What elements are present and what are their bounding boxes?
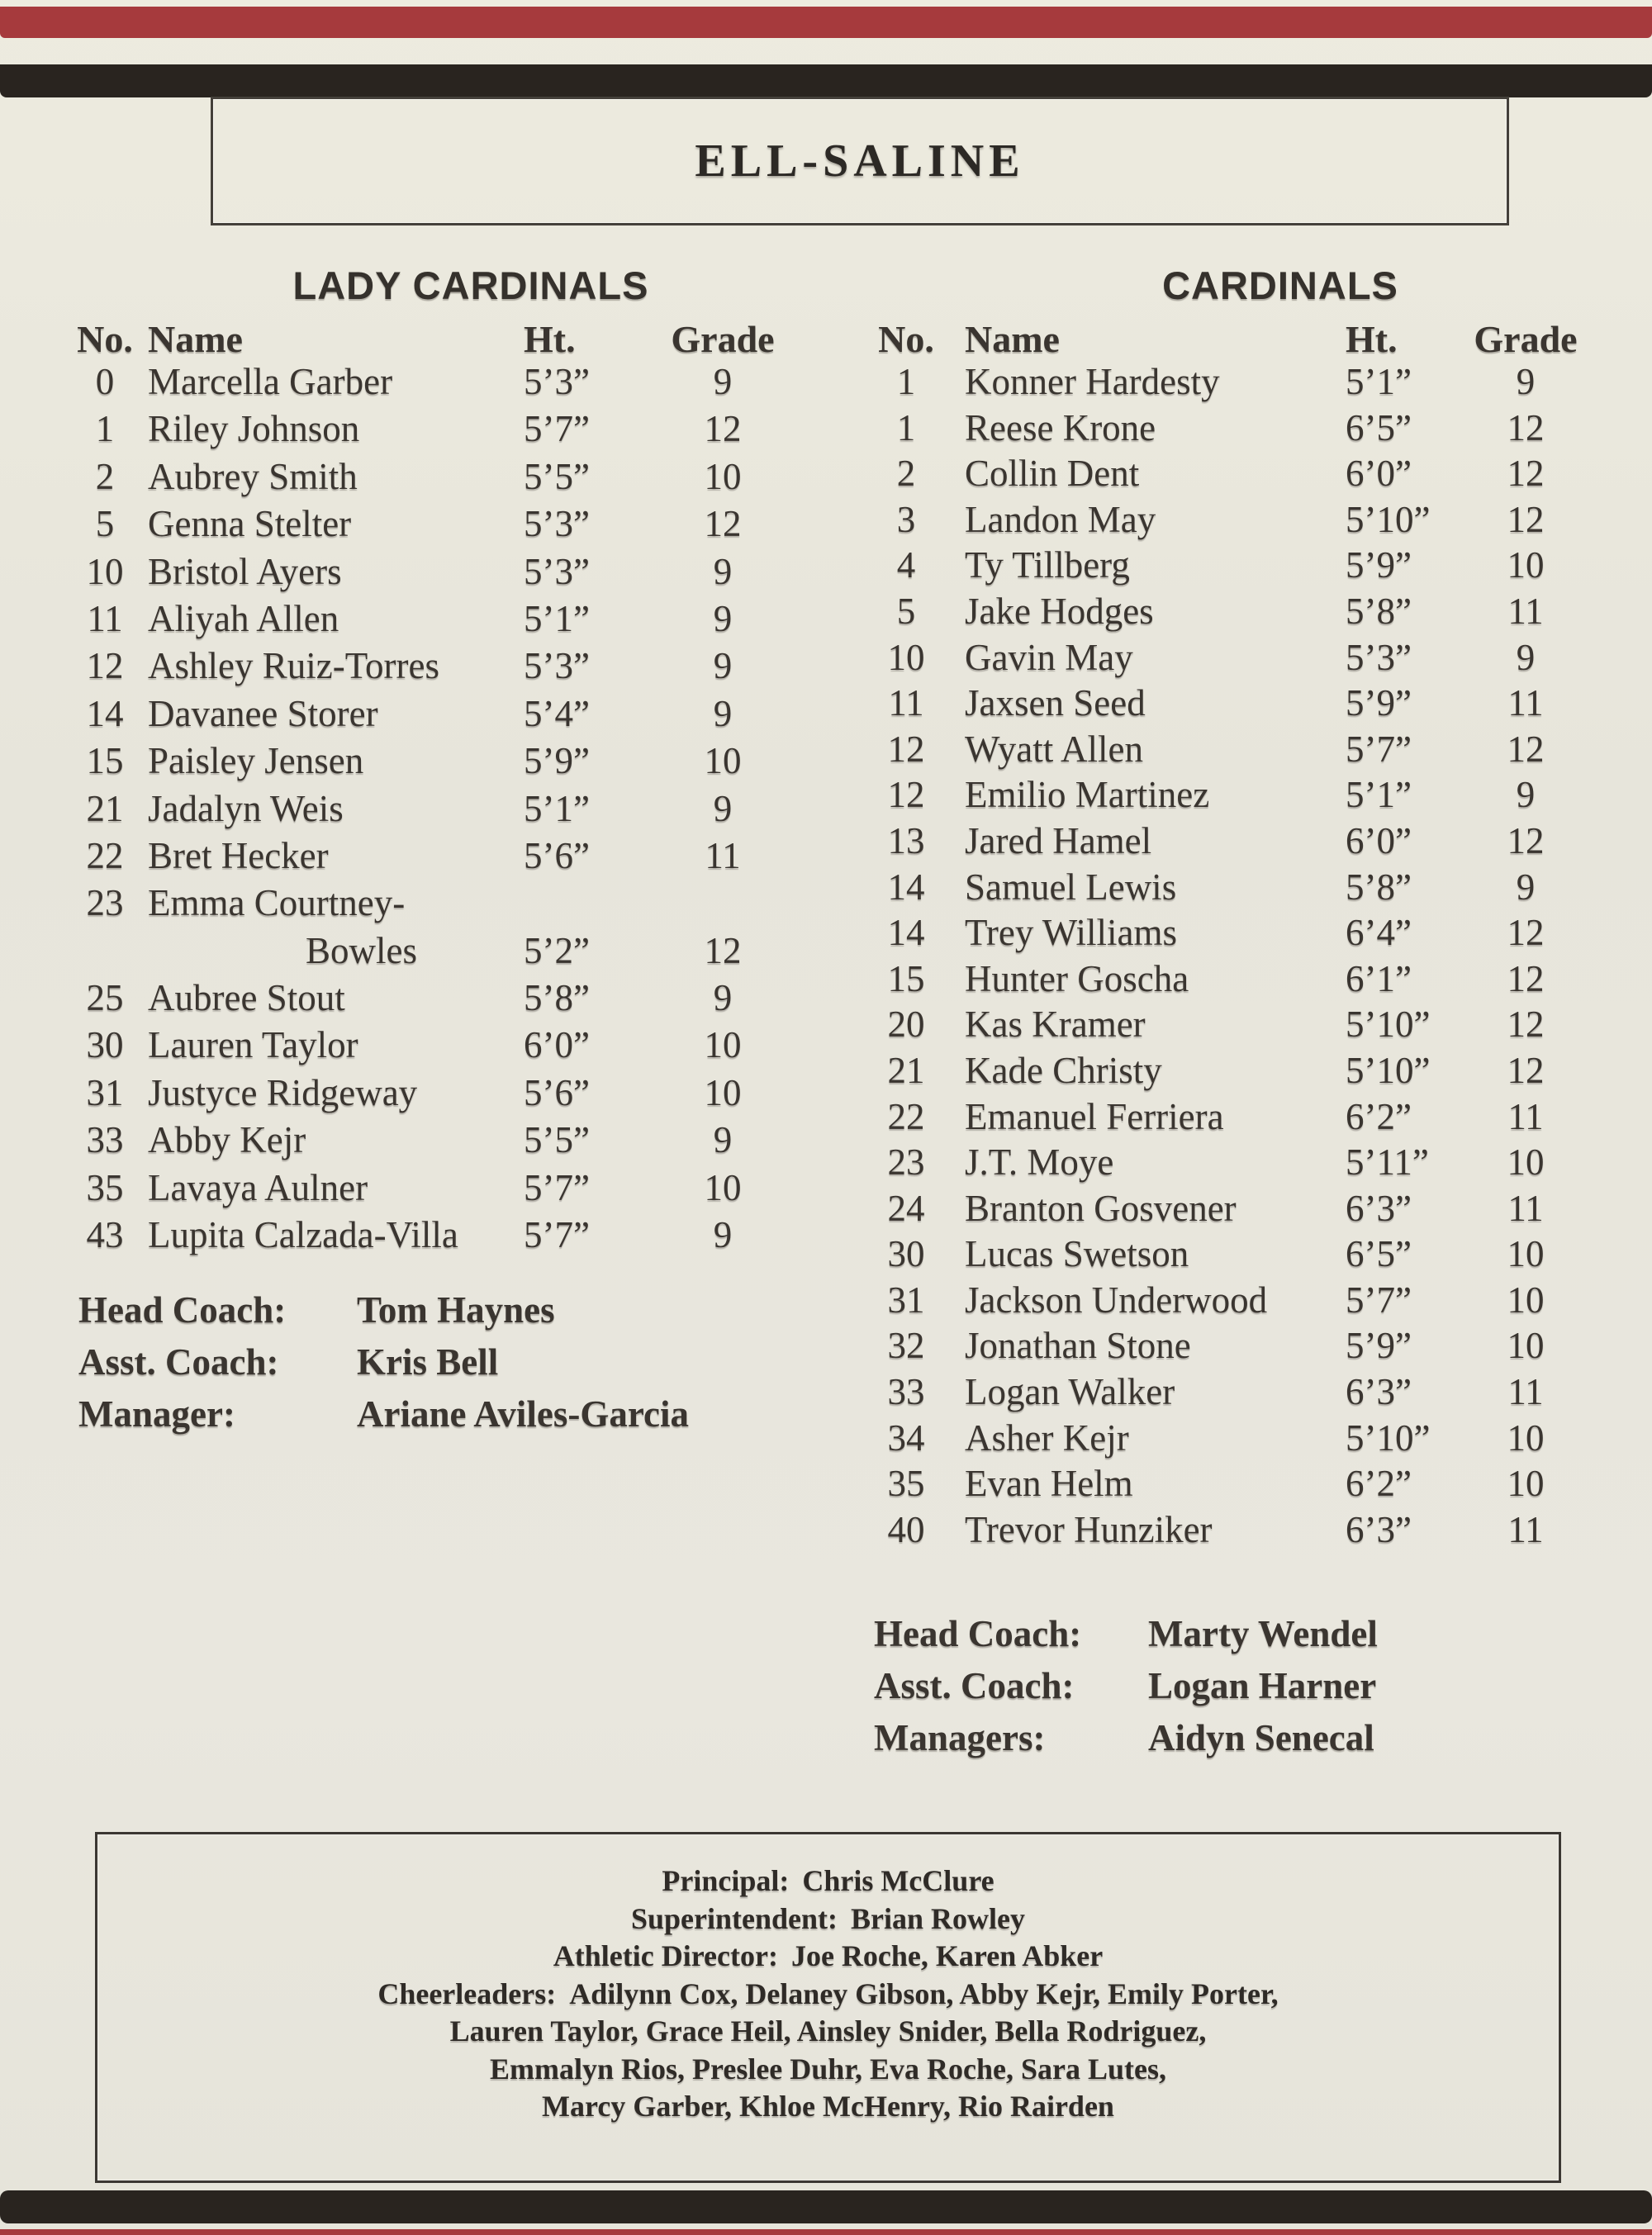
staff-name: Tom Haynes (357, 1289, 555, 1331)
player-height: 6’1” (1346, 957, 1412, 999)
player-name: Genna Stelter (148, 503, 352, 545)
player-name: Bret Hecker (148, 834, 329, 876)
player-grade: 10 (1507, 1141, 1545, 1184)
player-number: 33 (86, 1119, 124, 1161)
player-number: 30 (887, 1233, 925, 1275)
player-row (0, 728, 1652, 774)
player-number: 40 (887, 1508, 925, 1550)
player-name: Lavaya Aulner (148, 1166, 368, 1208)
player-row (0, 1232, 1652, 1279)
footer-label: Athletic Director: (553, 1939, 778, 1972)
player-name: Aliyah Allen (148, 597, 339, 639)
player-grade: 10 (1507, 1416, 1545, 1459)
player-number: 10 (86, 550, 124, 592)
column-header-name: Name (965, 318, 1060, 360)
player-height: 6’5” (1346, 406, 1412, 448)
player-height: 5’10” (1346, 1416, 1431, 1459)
player-grade: 11 (705, 834, 741, 876)
player-row (0, 819, 1652, 866)
player-number: 25 (86, 977, 124, 1019)
player-name: Gavin May (965, 636, 1133, 678)
footer-line (97, 2051, 1559, 2089)
staff-role-label: Head Coach: (78, 1289, 287, 1331)
player-number: 13 (887, 819, 925, 861)
bottom-red-bar (0, 2229, 1652, 2235)
player-number: 14 (86, 692, 124, 734)
player-name: Lucas Swetson (965, 1233, 1189, 1275)
player-height: 5’8” (1346, 590, 1412, 632)
player-name: Collin Dent (965, 453, 1140, 495)
player-row (0, 1003, 1652, 1049)
player-grade: 9 (1516, 361, 1536, 402)
footer-line (97, 2088, 1559, 2126)
player-grade: 9 (713, 1119, 733, 1161)
player-row (0, 1187, 1652, 1233)
player-number: 12 (86, 645, 124, 687)
player-number: 31 (887, 1279, 925, 1321)
footer-text: Lauren Taylor, Grace Heil, Ainsley Snider, Bella Rodriguez, (449, 2014, 1207, 2048)
player-number: 15 (887, 957, 925, 999)
column-header-no: No. (878, 318, 934, 360)
player-number: 23 (887, 1141, 925, 1184)
player-height: 5’9” (1346, 544, 1412, 586)
footer-line (97, 1938, 1559, 1976)
player-row (0, 1416, 1652, 1463)
school-title-box (211, 97, 1509, 225)
player-name: Aubrey Smith (148, 455, 358, 497)
player-height: 5’1” (1346, 361, 1412, 402)
team-heading-cardinals: CARDINALS (1162, 263, 1398, 307)
player-grade: 12 (704, 929, 742, 971)
player-height: 5’6” (524, 834, 590, 876)
player-number: 22 (86, 834, 124, 876)
page-title: ELL-SALINE (695, 135, 1025, 187)
player-row (0, 1049, 1652, 1095)
player-number: 5 (896, 590, 916, 632)
player-height: 5’7” (524, 1166, 590, 1208)
school-staff-lines (97, 1834, 1559, 2126)
player-name: Bristol Ayers (148, 550, 342, 592)
player-name: Logan Walker (965, 1371, 1175, 1413)
footer-text: Marcy Garber, Khloe McHenry, Rio Rairden (542, 2090, 1114, 2123)
player-height: 6’0” (524, 1024, 590, 1066)
top-red-bar (0, 7, 1652, 38)
player-name: Jadalyn Weis (148, 787, 344, 829)
player-name: Lauren Taylor (148, 1024, 358, 1066)
player-grade: 12 (1507, 1004, 1545, 1046)
player-row (0, 452, 1652, 498)
footer-label: Superintendent: (630, 1901, 838, 1935)
player-row (0, 1279, 1652, 1325)
column-header-grade: Grade (1474, 318, 1578, 360)
player-grade: 10 (1507, 544, 1545, 586)
staff-name: Logan Harner (1148, 1665, 1377, 1706)
player-height: 5’9” (524, 740, 590, 782)
player-name-continued: Bowles (306, 929, 417, 971)
player-number: 35 (86, 1166, 124, 1208)
player-height: 5’7” (1346, 728, 1412, 770)
player-row (0, 1508, 1652, 1554)
player-grade: 12 (1507, 912, 1545, 954)
player-height: 5’10” (1346, 1004, 1431, 1046)
player-grade: 10 (704, 455, 742, 497)
player-name: J.T. Moye (965, 1141, 1114, 1184)
player-row (0, 681, 1652, 728)
player-number: 2 (896, 453, 916, 495)
player-height: 5’1” (524, 787, 590, 829)
player-height: 6’0” (1346, 453, 1412, 495)
player-number: 2 (95, 455, 115, 497)
staff-role-label: Asst. Coach: (78, 1341, 279, 1383)
player-row (0, 1324, 1652, 1370)
bottom-black-bar (0, 2190, 1652, 2223)
player-number: 1 (896, 361, 916, 402)
player-number: 1 (896, 406, 916, 448)
player-grade: 11 (1507, 590, 1544, 632)
player-height: 5’1” (1346, 774, 1412, 816)
player-name: Marcella Garber (148, 361, 393, 402)
player-height: 5’7” (524, 1214, 590, 1256)
player-name: Ty Tillberg (965, 544, 1130, 586)
player-name: Paisley Jensen (148, 740, 364, 782)
top-black-bar (0, 64, 1652, 97)
player-name: Trey Williams (965, 912, 1177, 954)
column-header-name: Name (148, 318, 243, 360)
player-number: 12 (887, 728, 925, 770)
player-grade: 10 (704, 1166, 742, 1208)
player-height: 6’4” (1346, 912, 1412, 954)
player-name: Jackson Underwood (965, 1279, 1268, 1321)
player-grade: 12 (704, 503, 742, 545)
player-number: 35 (887, 1463, 925, 1505)
player-grade: 9 (713, 361, 733, 402)
player-grade: 12 (1507, 957, 1545, 999)
footer-text: Chris McClure (802, 1864, 995, 1897)
player-height: 6’2” (1346, 1463, 1412, 1505)
player-name: Jaxsen Seed (965, 682, 1146, 724)
player-rows (0, 360, 1652, 1554)
player-name: Emanuel Ferriera (965, 1095, 1224, 1137)
player-grade: 9 (1516, 636, 1536, 678)
player-number: 22 (887, 1095, 925, 1137)
player-name: Wyatt Allen (965, 728, 1143, 770)
player-row (0, 1462, 1652, 1508)
player-grade: 9 (713, 977, 733, 1019)
footer-line (97, 1862, 1559, 1900)
staff-role-label: Asst. Coach: (874, 1665, 1075, 1706)
player-number: 20 (887, 1004, 925, 1046)
player-number: 11 (87, 597, 123, 639)
player-number: 21 (86, 787, 124, 829)
staff-row (0, 1612, 1652, 1664)
player-height: 5’5” (524, 455, 590, 497)
column-header-no: No. (77, 318, 133, 360)
player-number: 43 (86, 1214, 124, 1256)
player-height: 6’3” (1346, 1508, 1412, 1550)
column-header-grade: Grade (671, 318, 775, 360)
player-row (0, 1141, 1652, 1187)
player-grade: 12 (1507, 728, 1545, 770)
player-row (0, 1370, 1652, 1416)
player-number: 10 (887, 636, 925, 678)
player-grade: 11 (1507, 1371, 1544, 1413)
player-name: Reese Krone (965, 406, 1156, 448)
player-height: 5’3” (1346, 636, 1412, 678)
staff-role-label: Managers: (874, 1717, 1046, 1758)
player-name: Kas Kramer (965, 1004, 1146, 1046)
player-height: 5’11” (1346, 1141, 1429, 1184)
player-name: Branton Gosvener (965, 1187, 1237, 1229)
staff-row (0, 1716, 1652, 1768)
column-header-ht: Ht. (1346, 318, 1398, 360)
player-grade: 12 (1507, 819, 1545, 861)
player-name: Emma Courtney- (148, 882, 406, 924)
player-height: 5’10” (1346, 1049, 1431, 1091)
player-grade: 9 (713, 787, 733, 829)
player-grade: 10 (704, 1071, 742, 1113)
player-number: 4 (896, 544, 916, 586)
player-height: 6’2” (1346, 1095, 1412, 1137)
player-name: Trevor Hunziker (965, 1508, 1213, 1550)
player-number: 0 (95, 361, 115, 402)
player-number: 31 (86, 1071, 124, 1113)
player-row (0, 543, 1652, 590)
footer-text: Brian Rowley (851, 1901, 1026, 1935)
player-height: 6’0” (1346, 819, 1412, 861)
player-number: 34 (887, 1416, 925, 1459)
player-number: 23 (86, 882, 124, 924)
team-heading-lady-cardinals: LADY CARDINALS (292, 263, 649, 307)
player-name: Evan Helm (965, 1463, 1133, 1505)
footer-line (97, 1900, 1559, 1938)
staff-row (0, 1664, 1652, 1716)
player-row (0, 866, 1652, 912)
player-number: 21 (887, 1049, 925, 1091)
player-name: Emilio Martinez (965, 774, 1210, 816)
staff-role-label: Manager: (78, 1393, 235, 1435)
player-height: 5’5” (524, 1119, 590, 1161)
player-grade: 12 (1507, 406, 1545, 448)
player-grade: 9 (713, 550, 733, 592)
player-number: 1 (95, 408, 115, 450)
player-row (0, 1095, 1652, 1141)
player-name: Abby Kejr (148, 1119, 306, 1161)
player-grade: 10 (1507, 1279, 1545, 1321)
player-number: 24 (887, 1187, 925, 1229)
footer-line (97, 1976, 1559, 2014)
player-height: 6’5” (1346, 1233, 1412, 1275)
player-number: 5 (95, 503, 115, 545)
player-grade: 10 (704, 1024, 742, 1066)
column-header-ht: Ht. (524, 318, 576, 360)
player-name: Asher Kejr (965, 1416, 1129, 1459)
player-row (0, 636, 1652, 682)
player-row (0, 773, 1652, 819)
player-grade: 11 (1507, 1187, 1544, 1229)
player-height: 5’8” (524, 977, 590, 1019)
player-row (0, 911, 1652, 957)
player-row (0, 957, 1652, 1004)
player-grade: 12 (1507, 1049, 1545, 1091)
player-row (0, 406, 1652, 453)
player-height: 5’1” (524, 597, 590, 639)
player-name: Davanee Storer (148, 692, 378, 734)
player-grade: 9 (713, 597, 733, 639)
player-name: Landon May (965, 498, 1156, 540)
player-grade: 9 (1516, 774, 1536, 816)
player-height: 5’3” (524, 503, 590, 545)
player-grade: 10 (1507, 1325, 1545, 1367)
roster-column-headers (0, 317, 1652, 363)
player-grade: 10 (1507, 1233, 1545, 1275)
footer-label: Cheerleaders: (377, 1976, 557, 2010)
player-height: 5’7” (1346, 1279, 1412, 1321)
footer-text: Joe Roche, Karen Abker (790, 1939, 1104, 1972)
staff-name: Kris Bell (357, 1341, 499, 1383)
player-height: 5’4” (524, 692, 590, 734)
player-height: 5’8” (1346, 866, 1412, 908)
player-number: 15 (86, 740, 124, 782)
player-grade: 11 (1507, 1095, 1544, 1137)
player-number: 12 (887, 774, 925, 816)
player-height: 5’3” (524, 361, 590, 402)
player-name: Kade Christy (965, 1049, 1162, 1091)
player-row (0, 498, 1652, 544)
player-height: 5’6” (524, 1071, 590, 1113)
footer-text: Adilynn Cox, Delaney Gibson, Abby Kejr, Emily Porter, (569, 1976, 1279, 2010)
player-grade: 11 (1507, 682, 1544, 724)
player-grade: 11 (1507, 1508, 1544, 1550)
player-name: Aubree Stout (148, 977, 345, 1019)
player-name: Riley Johnson (148, 408, 360, 450)
player-height: 5’3” (524, 550, 590, 592)
footer-label: Principal: (662, 1864, 790, 1897)
player-name: Samuel Lewis (965, 866, 1177, 908)
player-grade: 10 (1507, 1463, 1545, 1505)
footer-text: Emmalyn Rios, Preslee Duhr, Eva Roche, Sara Lutes, (490, 2052, 1166, 2086)
school-staff-box (95, 1832, 1561, 2183)
player-height: 5’9” (1346, 1325, 1412, 1367)
player-number: 33 (887, 1371, 925, 1413)
player-grade: 9 (713, 1214, 733, 1256)
player-row (0, 590, 1652, 636)
staff-name: Aidyn Senecal (1148, 1717, 1374, 1758)
player-name: Jared Hamel (965, 819, 1152, 861)
player-height: 5’3” (524, 645, 590, 687)
player-height: 6’3” (1346, 1187, 1412, 1229)
player-height: 6’3” (1346, 1371, 1412, 1413)
player-height: 5’10” (1346, 498, 1431, 540)
player-name: Justyce Ridgeway (148, 1071, 418, 1113)
team-staff (0, 1612, 1652, 1768)
player-number: 30 (86, 1024, 124, 1066)
footer-line (97, 2013, 1559, 2051)
player-number: 14 (887, 866, 925, 908)
player-number: 32 (887, 1325, 925, 1367)
player-grade: 9 (1516, 866, 1536, 908)
player-number: 14 (887, 912, 925, 954)
player-grade: 9 (713, 692, 733, 734)
player-row (0, 360, 1652, 406)
player-name: Konner Hardesty (965, 361, 1220, 402)
player-name: Jonathan Stone (965, 1325, 1191, 1367)
player-name: Ashley Ruiz-Torres (148, 645, 440, 687)
player-number: 3 (896, 498, 916, 540)
player-grade: 12 (704, 408, 742, 450)
player-name: Hunter Goscha (965, 957, 1189, 999)
player-grade: 12 (1507, 453, 1545, 495)
player-height: 5’2” (524, 929, 590, 971)
player-grade: 12 (1507, 498, 1545, 540)
player-number: 11 (888, 682, 924, 724)
staff-name: Marty Wendel (1148, 1613, 1378, 1654)
player-height: 5’7” (524, 408, 590, 450)
staff-role-label: Head Coach: (874, 1613, 1082, 1654)
player-height: 5’9” (1346, 682, 1412, 724)
staff-name: Ariane Aviles-Garcia (357, 1393, 690, 1435)
player-name: Jake Hodges (965, 590, 1154, 632)
player-grade: 9 (713, 645, 733, 687)
player-name: Lupita Calzada-Villa (148, 1214, 458, 1256)
player-grade: 10 (704, 740, 742, 782)
